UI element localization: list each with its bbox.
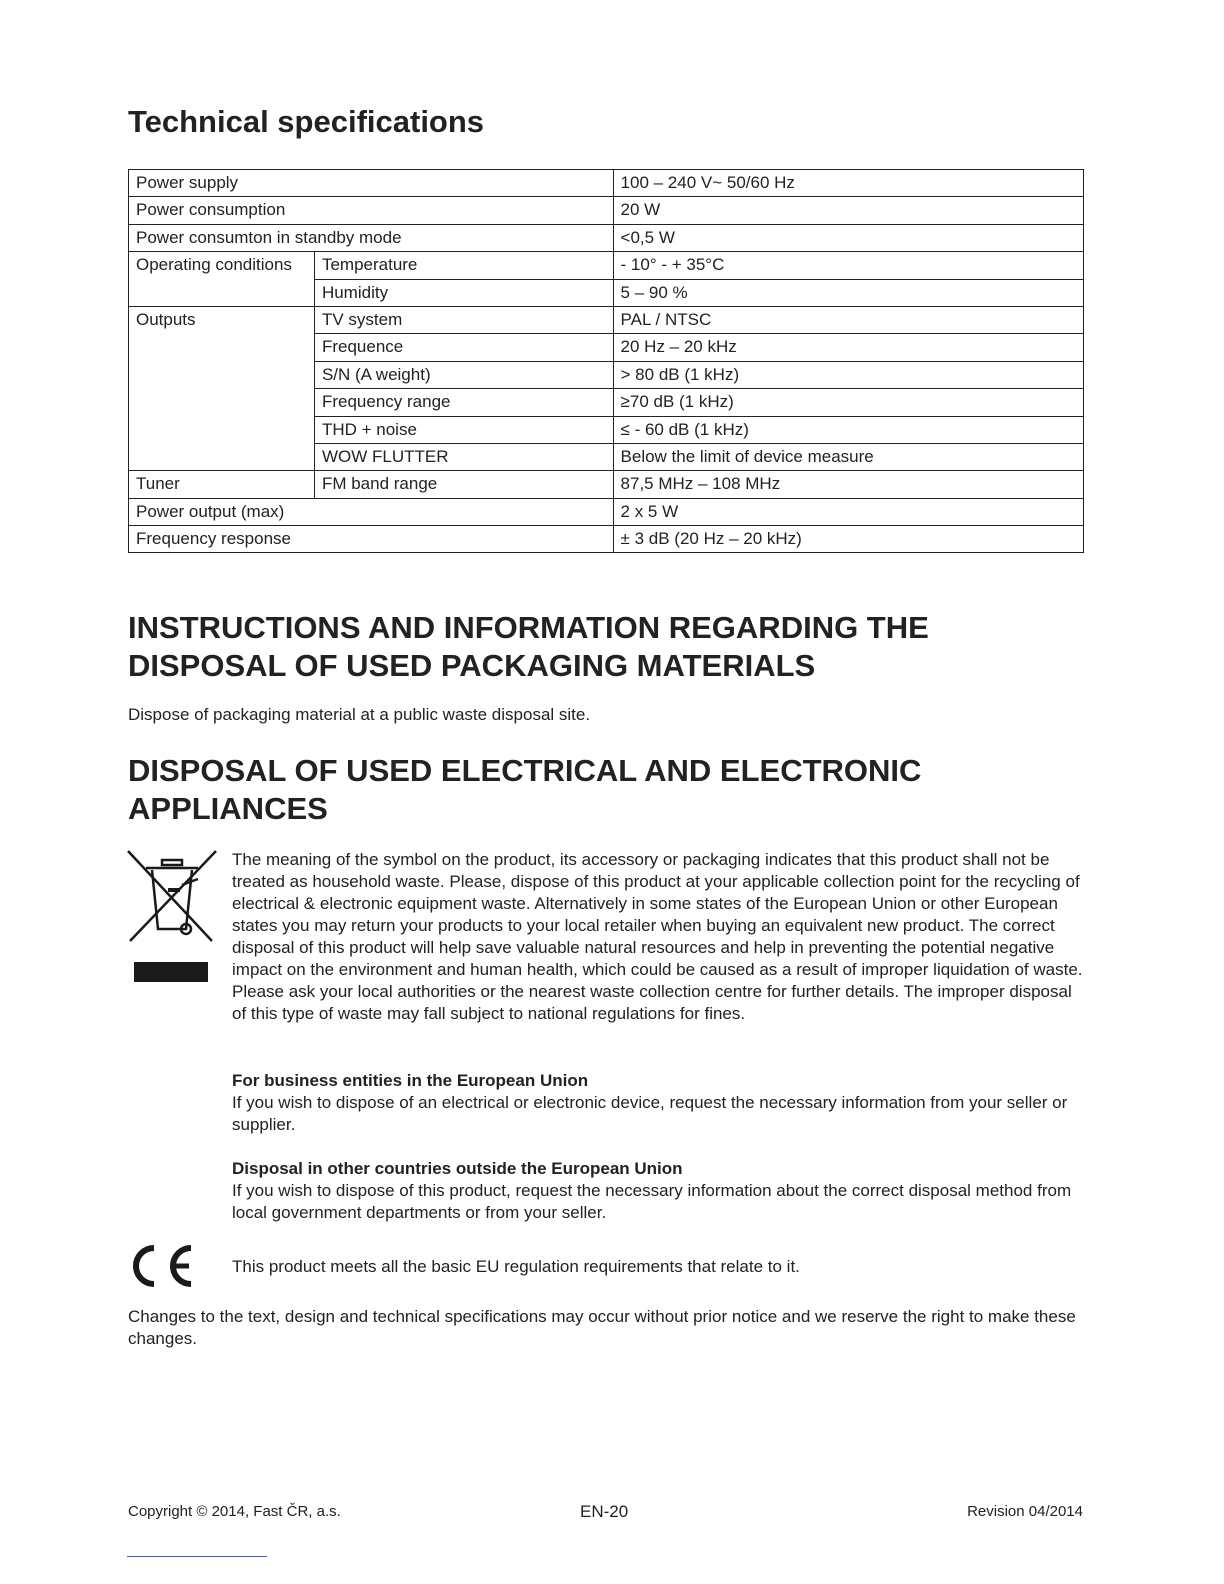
spec-value: 100 – 240 V~ 50/60 Hz (613, 170, 1083, 197)
spec-value: ≥70 dB (1 kHz) (613, 389, 1083, 416)
spec-label: Power output (max) (129, 498, 614, 525)
specifications-table (128, 169, 1084, 553)
packaging-text: Dispose of packaging material at a public waste disposal site. (128, 705, 591, 724)
spec-label: WOW FLUTTER (314, 443, 613, 470)
spec-value: PAL / NTSC (613, 306, 1083, 333)
page-title: Technical specifications (128, 104, 485, 139)
weee-heading (128, 752, 921, 828)
spec-value: - 10° - + 35°C (613, 252, 1083, 279)
footer-page-number: EN-20 (580, 1502, 629, 1521)
table-row (129, 526, 1084, 553)
weee-text: The meaning of the symbol on the product, its accessory or packaging indicates that this product shall not be treated as household waste. Please, dispose of this product at your applicable collection point for the recycling of electrical & electronic equipment waste. Alternatively in some states of the European Union or other European states you may return your products to your local retailer when buying an equivalent new product. The correct disposal of this product will help save valuable natural resources and help in preventing the potential negative impact on the environment and human health, which could be caused as a result of improper liquidation of waste. Please ask your local authorities or the nearest waste collection centre for further details. The improper disposal of this type of waste may fall subject to national regulations for fines. (232, 850, 1083, 1023)
spec-group: Operating conditions (129, 252, 315, 307)
ce-mark-icon (127, 1243, 195, 1289)
table-row (129, 252, 1084, 279)
spec-value: 5 – 90 % (613, 279, 1083, 306)
spec-value: 2 x 5 W (613, 498, 1083, 525)
packaging-heading-line2: DISPOSAL OF USED PACKAGING MATERIALS (128, 648, 816, 683)
spec-label: Humidity (314, 279, 613, 306)
spec-label: Power consumption (129, 197, 614, 224)
weee-heading-line1: DISPOSAL OF USED ELECTRICAL AND ELECTRONIC (128, 753, 922, 788)
spec-label: S/N (A weight) (314, 361, 613, 388)
business-heading: For business entities in the European Union (232, 1071, 589, 1090)
table-row (129, 197, 1084, 224)
spec-value: > 80 dB (1 kHz) (613, 361, 1083, 388)
ce-text: This product meets all the basic EU regulation requirements that relate to it. (232, 1257, 800, 1276)
spec-value: 87,5 MHz – 108 MHz (613, 471, 1083, 498)
spec-label: Frequency response (129, 526, 614, 553)
spec-label: Temperature (314, 252, 613, 279)
spec-label: Frequency range (314, 389, 613, 416)
table-row (129, 471, 1084, 498)
outside-eu-heading: Disposal in other countries outside the European Union (232, 1159, 683, 1178)
footer-copyright: Copyright © 2014, Fast ČR, a.s. (128, 1503, 341, 1520)
outside-eu-text: If you wish to dispose of this product, request the necessary information about the correct disposal method from local government departments or from your seller. (232, 1181, 1072, 1222)
crossed-out-wheelie-bin-icon (126, 849, 218, 945)
packaging-heading-line1: INSTRUCTIONS AND INFORMATION REGARDING THE (128, 610, 929, 645)
footer-revision: Revision 04/2014 (967, 1503, 1083, 1520)
spec-value: 20 Hz – 20 kHz (613, 334, 1083, 361)
business-text: If you wish to dispose of an electrical or electronic device, request the necessary information from your seller or supplier. (232, 1093, 1068, 1134)
spec-value: Below the limit of device measure (613, 443, 1083, 470)
spec-label: Power consumton in standby mode (129, 224, 614, 251)
spec-value: <0,5 W (613, 224, 1083, 251)
spec-group: Outputs (129, 306, 315, 470)
weee-bar-marker (134, 962, 208, 982)
spec-label: Frequence (314, 334, 613, 361)
table-row (129, 224, 1084, 251)
table-row (129, 306, 1084, 333)
spec-label: FM band range (314, 471, 613, 498)
table-row (129, 170, 1084, 197)
weee-heading-line2: APPLIANCES (128, 791, 328, 826)
bottom-rule (127, 1556, 267, 1557)
changes-text: Changes to the text, design and technical specifications may occur without prior notice and we reserve the right to make these changes. (128, 1307, 1076, 1348)
spec-value: ± 3 dB (20 Hz – 20 kHz) (613, 526, 1083, 553)
table-row (129, 498, 1084, 525)
spec-label: TV system (314, 306, 613, 333)
spec-label: THD + noise (314, 416, 613, 443)
spec-group: Tuner (129, 471, 315, 498)
spec-value: 20 W (613, 197, 1083, 224)
spec-label: Power supply (129, 170, 614, 197)
packaging-heading (128, 609, 929, 685)
spec-value: ≤ - 60 dB (1 kHz) (613, 416, 1083, 443)
